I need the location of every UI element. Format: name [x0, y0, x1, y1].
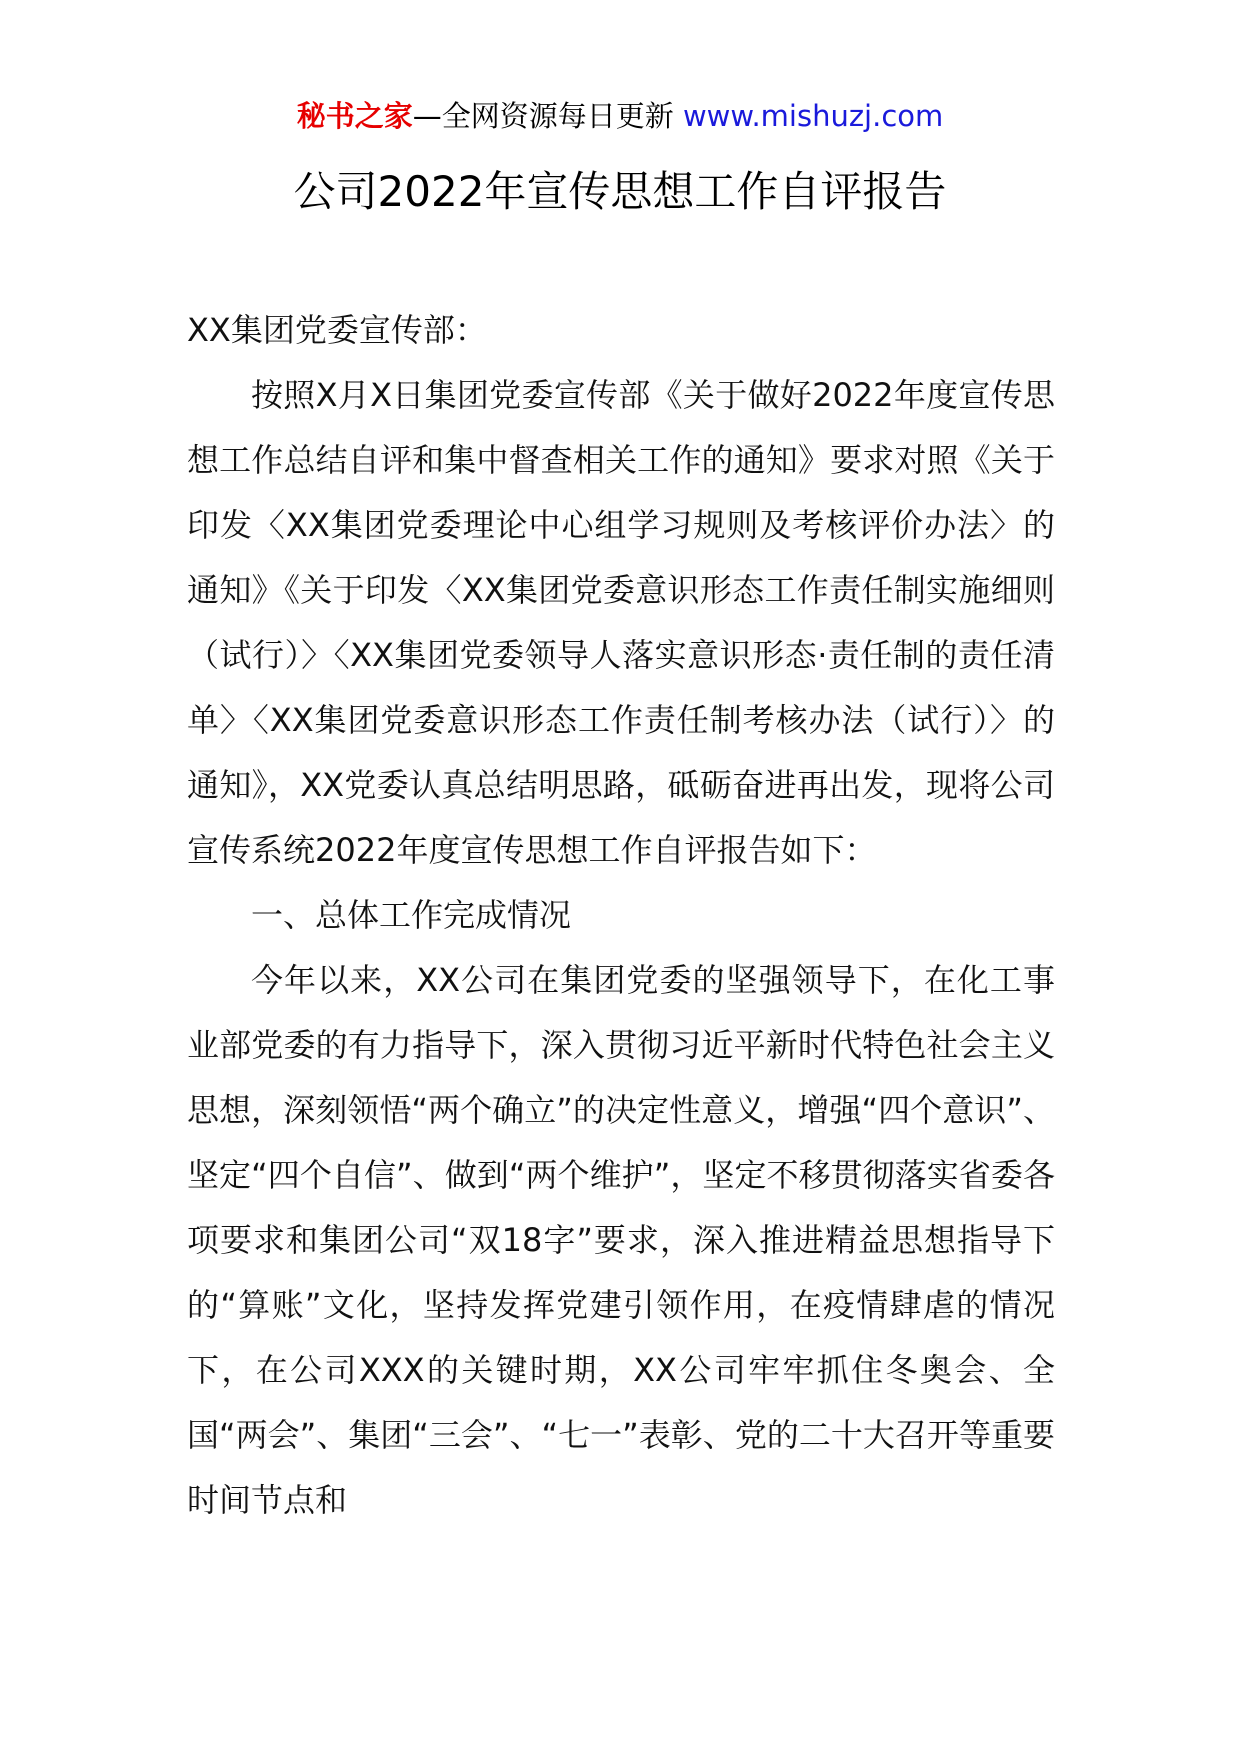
header-tagline: —全网资源每日更新 — [412, 99, 674, 133]
watermark-header — [0, 96, 1240, 136]
brand-name: 秘书之家 — [296, 99, 413, 133]
section-heading: 一、总体工作完成情况 — [251, 896, 572, 934]
salutation: XX集团党委宣传部： — [187, 311, 487, 349]
document-title: 公司2022年宣传思想工作自评报告 — [293, 167, 947, 216]
document-body — [187, 298, 1055, 1533]
site-url-link[interactable]: www.mishuzj.com — [682, 99, 944, 133]
intro-paragraph: 按照X月X日集团党委宣传部《关于做好2022年度宣传思想工作总结自评和集中督查相关工作的通知》要求对照《关于印发〈XX集团党委理论中心组学习规则及考核评价办法〉的通知》《关于印发〈XX集团党委意识形态工作责任制实施细则（试行）〉〈XX集团党委领导人落实意识形态·责任制的责任清单〉〈XX集团党委意识形态工作责任制考核办法（试行）〉的通知》，XX党委认真总结明思路，砥砺奋进再出发，现将公司宣传系统2022年度宣传思想工作自评报告如下： — [187, 376, 1055, 869]
body-paragraph: 今年以来，XX公司在集团党委的坚强领导下，在化工事业部党委的有力指导下，深入贯彻习近平新时代特色社会主义思想，深刻领悟“两个确立”的决定性意义，增强“四个意识”、坚定“四个自信”、做到“两个维护”，坚定不移贯彻落实省委各项要求和集团公司“双18字”要求，深入推进精益思想指导下的“算账”文化，坚持发挥党建引领作用，在疫情肆虐的情况下，在公司XXX的关键时期，XX公司牢牢抓住冬奥会、全国“两会”、集团“三会”、“七一”表彰、党的二十大召开等重要时间节点和 — [187, 961, 1055, 1519]
